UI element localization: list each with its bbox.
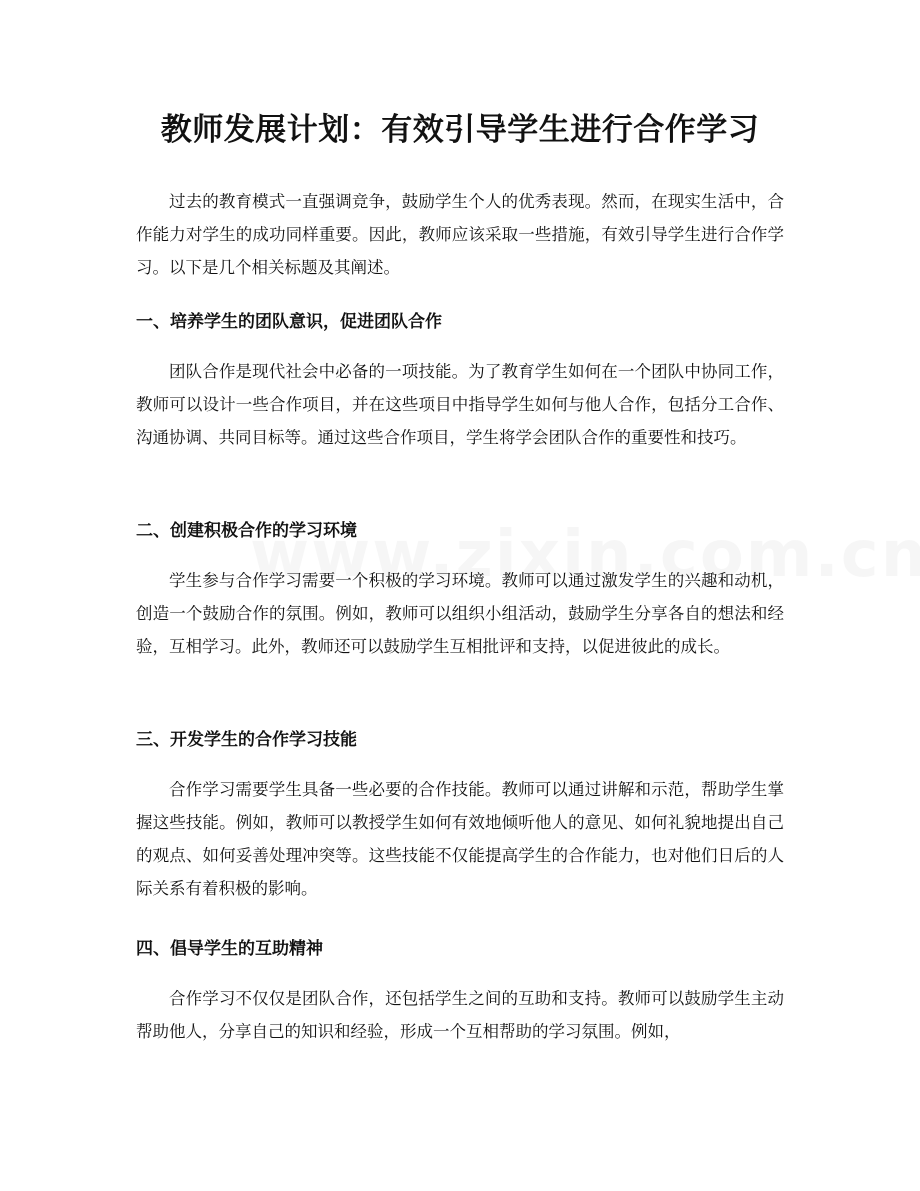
section-body-1: 团队合作是现代社会中必备的一项技能。为了教育学生如何在一个团队中协同工作，教师可以设计一些合作项目，并在这些项目中指导学生如何与他人合作，包括分工合作、沟通协调、共同目标等。通过这些合作项目，学生将学会团队合作的重要性和技巧。: [136, 362, 784, 447]
section-heading-2: 二、创建积极合作的学习环境: [136, 521, 357, 541]
section-body-3: 合作学习需要学生具备一些必要的合作技能。教师可以通过讲解和示范，帮助学生掌握这些技能。例如，教师可以教授学生如何有效地倾听他人的意见、如何礼貌地提出自己的观点、如何妥善处理冲突等。这些技能不仅能提高学生的合作能力，也对他们日后的人际关系有着积极的影响。: [136, 780, 784, 898]
intro-paragraph: 过去的教育模式一直强调竞争，鼓励学生个人的优秀表现。然而，在现实生活中，合作能力对学生的成功同样重要。因此，教师应该采取一些措施，有效引导学生进行合作学习。以下是几个相关标题及其阐述。: [136, 192, 784, 277]
section-heading-4: 四、倡导学生的互助精神: [136, 939, 323, 959]
section-heading-1: 一、培养学生的团队意识，促进团队合作: [136, 312, 442, 332]
section-heading-3: 三、开发学生的合作学习技能: [136, 730, 357, 750]
section-body-4: 合作学习不仅仅是团队合作，还包括学生之间的互助和支持。教师可以鼓励学生主动帮助他人，分享自己的知识和经验，形成一个互相帮助的学习氛围。例如，: [136, 989, 784, 1041]
section-body-2: 学生参与合作学习需要一个积极的学习环境。教师可以通过激发学生的兴趣和动机，创造一个鼓励合作的氛围。例如，教师可以组织小组活动，鼓励学生分享各自的想法和经验，互相学习。此外，教师还可以鼓励学生互相批评和支持，以促进彼此的成长。: [136, 571, 784, 656]
document-title: 教师发展计划：有效引导学生进行合作学习: [160, 112, 760, 148]
